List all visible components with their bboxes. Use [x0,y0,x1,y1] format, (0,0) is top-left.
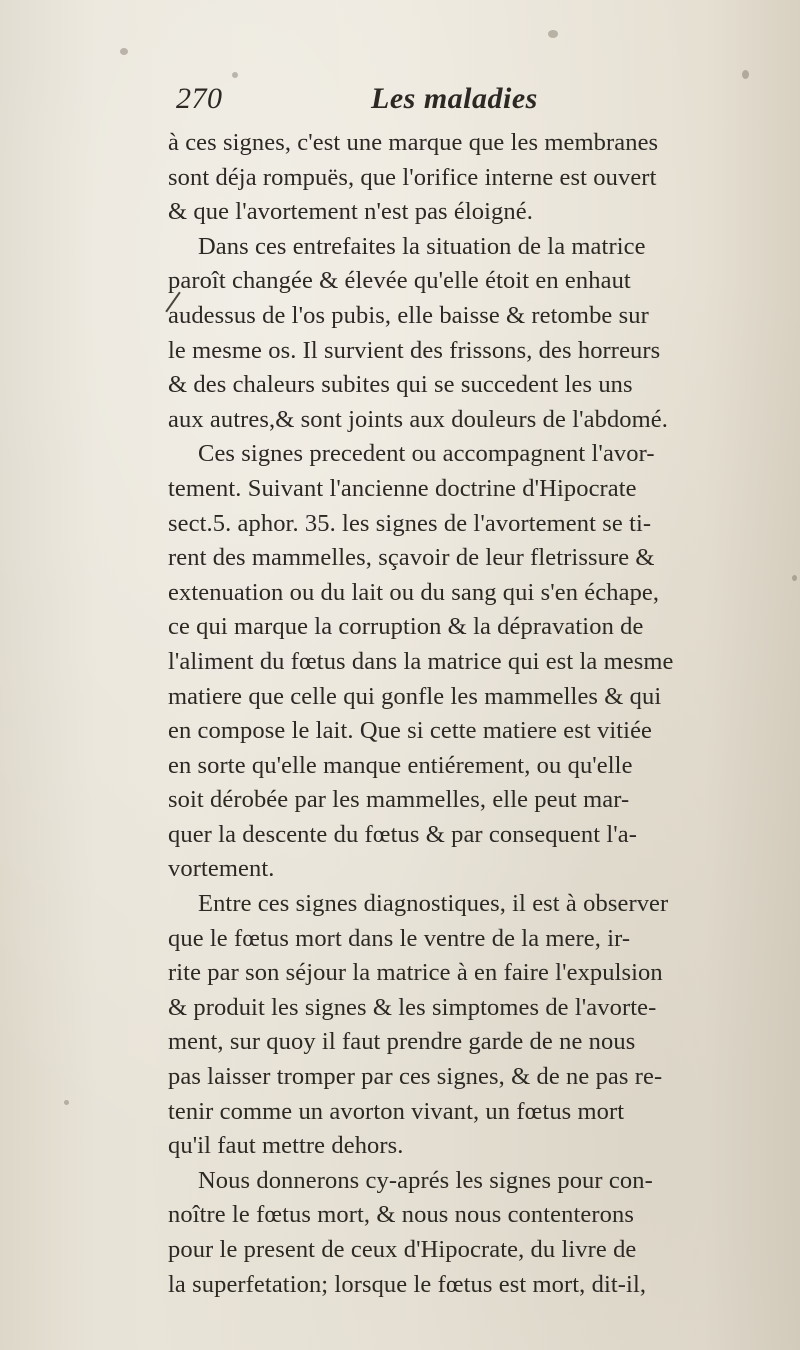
paper-spot [232,72,238,78]
text-line: la superfetation; lorsque le fœtus est mort, dit-il, [168,1270,647,1298]
text-line: le mesme os. Il survient des frissons, des horreurs [168,336,661,364]
text-line: qu'il faut mettre dehors. [168,1132,404,1160]
body-text [168,126,798,1302]
text-line: à ces signes, c'est une marque que les membranes [168,129,659,156]
text-line: en sorte qu'elle manque entiérement, ou qu'elle [168,751,633,779]
text-line: sect.5. aphor. 35. les signes de l'avortement se ti- [168,509,652,537]
text-line: & que l'avortement n'est pas éloigné. [168,198,533,226]
text-line: tenir comme un avorton vivant, un fœtus mort [168,1097,625,1125]
text-line: aux autres,& sont joints aux douleurs de l'abdomé. [168,405,669,433]
text-line: soit dérobée par les mammelles, elle peut mar- [168,786,630,814]
text-line: paroît changée & élevée qu'elle étoit en enhaut [168,267,631,295]
text-line: ce qui marque la corruption & la dépravation de [168,613,644,641]
page-number: 270 [176,82,223,115]
paper-spot [742,70,749,79]
text-line: pas laisser tromper par ces signes, & de ne pas re- [168,1063,663,1091]
text-line: & produit les signes & les simptomes de l'avorte- [168,993,657,1021]
text-line: tement. Suivant l'ancienne doctrine d'Hipocrate [168,474,637,502]
text-line: en compose le lait. Que si cette matiere est vitiée [168,717,653,745]
text-line: rent des mammelles, sçavoir de leur fletrissure & [168,544,655,572]
running-title: Les maladies [371,82,538,115]
text-line: & des chaleurs subites qui se succedent les uns [168,371,633,399]
text-line: que le fœtus mort dans le ventre de la mere, ir- [168,924,631,952]
text-line: Entre ces signes diagnostiques, il est à observer [198,890,669,918]
paper-spot [120,48,128,55]
paper-spot [548,30,558,38]
text-line: quer la descente du fœtus & par consequent l'a- [168,820,638,848]
text-line: vortement. [168,855,275,883]
text-line: ment, sur quoy il faut prendre garde de ne nous [168,1028,636,1056]
page-header [176,82,616,122]
text-line: Dans ces entrefaites la situation de la matrice [198,232,646,260]
paper-spot [64,1100,69,1105]
text-line: l'aliment du fœtus dans la matrice qui est la mesme [168,647,674,675]
text-line: pour le present de ceux d'Hipocrate, du livre de [168,1236,637,1263]
text-line: noître le fœtus mort, & nous nous contenterons [168,1201,634,1229]
text-line: audessus de l'os pubis, elle baisse & retombe sur [168,301,649,329]
text-line: Ces signes precedent ou accompagnent l'avor- [198,440,655,468]
text-line: rite par son séjour la matrice à en faire l'expulsion [168,959,663,987]
text-line: Nous donnerons cy-aprés les signes pour con- [198,1166,653,1194]
text-line: matiere que celle qui gonfle les mammelles & qui [168,682,662,710]
text-line: extenuation ou du lait ou du sang qui s'en échape, [168,578,660,606]
text-line: sont déja rompuës, que l'orifice interne est ouvert [168,163,657,191]
